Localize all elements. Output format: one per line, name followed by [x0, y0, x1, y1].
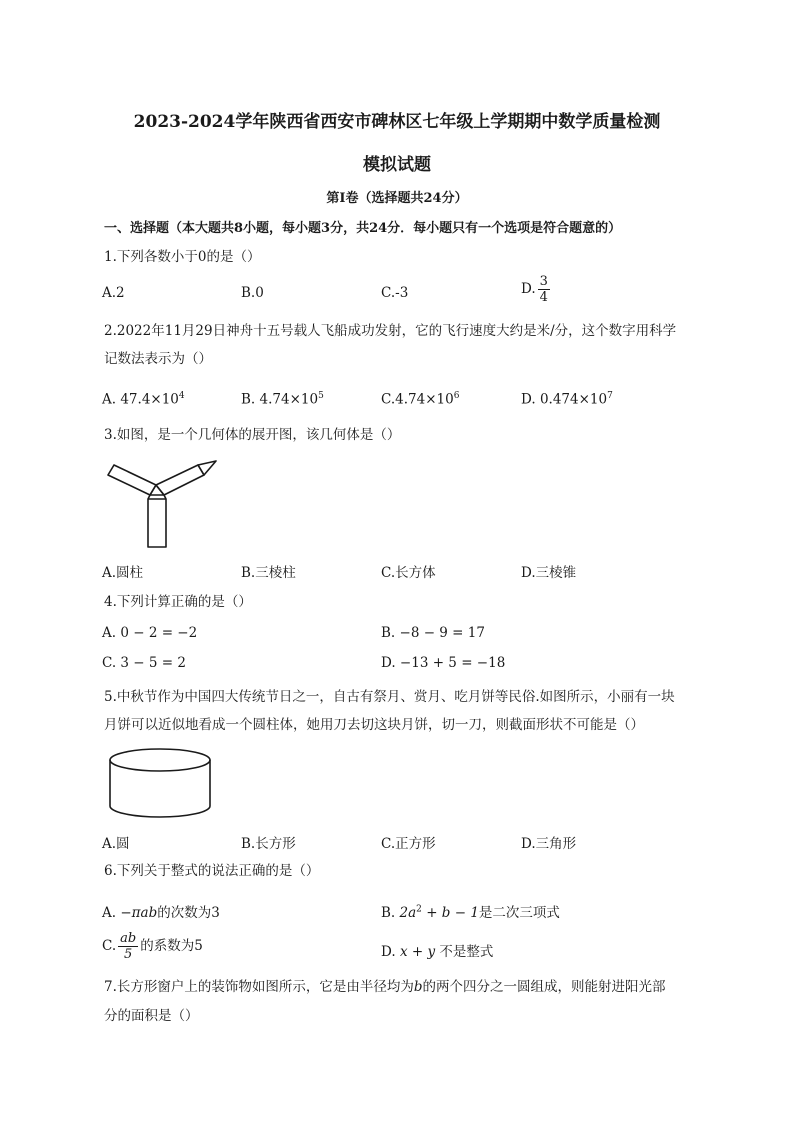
q2-option-a: A. $47.4\times 10^4$ — [102, 391, 185, 408]
net-face-end — [198, 461, 216, 475]
net-face-left — [108, 465, 156, 495]
q4-option-a: A. 0 − 2 = −2 — [102, 625, 198, 641]
q1-option-a: A.2 — [102, 285, 125, 301]
q2-option-d: D. $0.474\times 10^7$ — [521, 391, 613, 408]
question-2-stem-line2: 记数法表示为（） — [104, 351, 212, 367]
prism-net-figure — [100, 455, 225, 555]
q4-option-c: C. 3 − 5 = 2 — [102, 655, 186, 671]
page-title-line2: 模拟试题 — [363, 155, 431, 175]
cylinder-figure — [104, 744, 216, 824]
q5-option-b: B.长方形 — [241, 836, 296, 852]
section-heading: 一、选择题（本大题共8小题，每小题3分，共24分．每小题只有一个选项是符合题意的） — [104, 221, 622, 236]
net-face-right — [156, 465, 204, 495]
q2-option-c: $C.4.74\times 10^6$ — [381, 391, 460, 408]
question-7-stem-line1: 7.长方形窗户上的装饰物如图所示，它是由半径均为b的两个四分之一圆组成，则能射进阳光部 — [104, 979, 666, 995]
q1-option-d: D. $\frac{3}{4}$ — [521, 274, 548, 305]
net-face-bottom — [148, 499, 166, 547]
q6-option-c: C. $\frac{ab}{5}$ 的系数为5 — [102, 931, 203, 962]
q6-option-b: B. $2a^2 + b - 1$是二次三项式 — [381, 904, 560, 921]
q6-option-a: A. −πab的次数为3 — [102, 905, 220, 921]
q3-option-c: C.长方体 — [381, 565, 436, 581]
question-5-stem-line1: 5.中秋节作为中国四大传统节日之一，自古有祭月、赏月、吃月饼等民俗.如图所示，小丽有一块 — [104, 689, 675, 705]
q5-option-c: C.正方形 — [381, 836, 436, 852]
q5-option-d: D.三角形 — [521, 836, 577, 852]
part-label: 第Ⅰ卷（选择题共24分） — [326, 191, 468, 206]
question-5-stem-line2: 月饼可以近似地看成一个圆柱体，她用刀去切这块月饼，切一刀，则截面形状不可能是（） — [104, 717, 644, 733]
q3-option-a: A.圆柱 — [102, 565, 144, 581]
q3-option-d: D.三棱锥 — [521, 565, 577, 581]
question-1-stem: 1.下列各数小于0的是（） — [104, 249, 261, 265]
question-2-stem-line1: 2.2022年11月29日神舟十五号载人飞船成功发射，它的飞行速度大约是米/分，这个数字用科学 — [104, 323, 677, 339]
q6-option-d: D. x + y 不是整式 — [381, 944, 494, 960]
q5-option-a: A.圆 — [102, 836, 130, 852]
q1-option-c: C.-3 — [381, 285, 409, 301]
q1-option-b: B.0 — [241, 285, 264, 301]
question-7-stem-line2: 分的面积是（） — [104, 1008, 199, 1024]
q4-option-d: D. −13 + 5 = −18 — [381, 655, 506, 671]
page-title: 2023-2024学年陕西省西安市碑林区七年级上学期期中数学质量检测 — [133, 112, 661, 132]
q2-option-b: B. $4.74\times 10^5$ — [241, 391, 324, 408]
question-3-stem: 3.如图，是一个几何体的展开图，该几何体是（） — [104, 427, 401, 443]
question-4-stem: 4.下列计算正确的是（） — [104, 594, 252, 610]
q4-option-b: B. −8 − 9 = 17 — [381, 625, 485, 641]
q3-option-b: B.三棱柱 — [241, 565, 296, 581]
question-6-stem: 6.下列关于整式的说法正确的是（） — [104, 863, 320, 879]
